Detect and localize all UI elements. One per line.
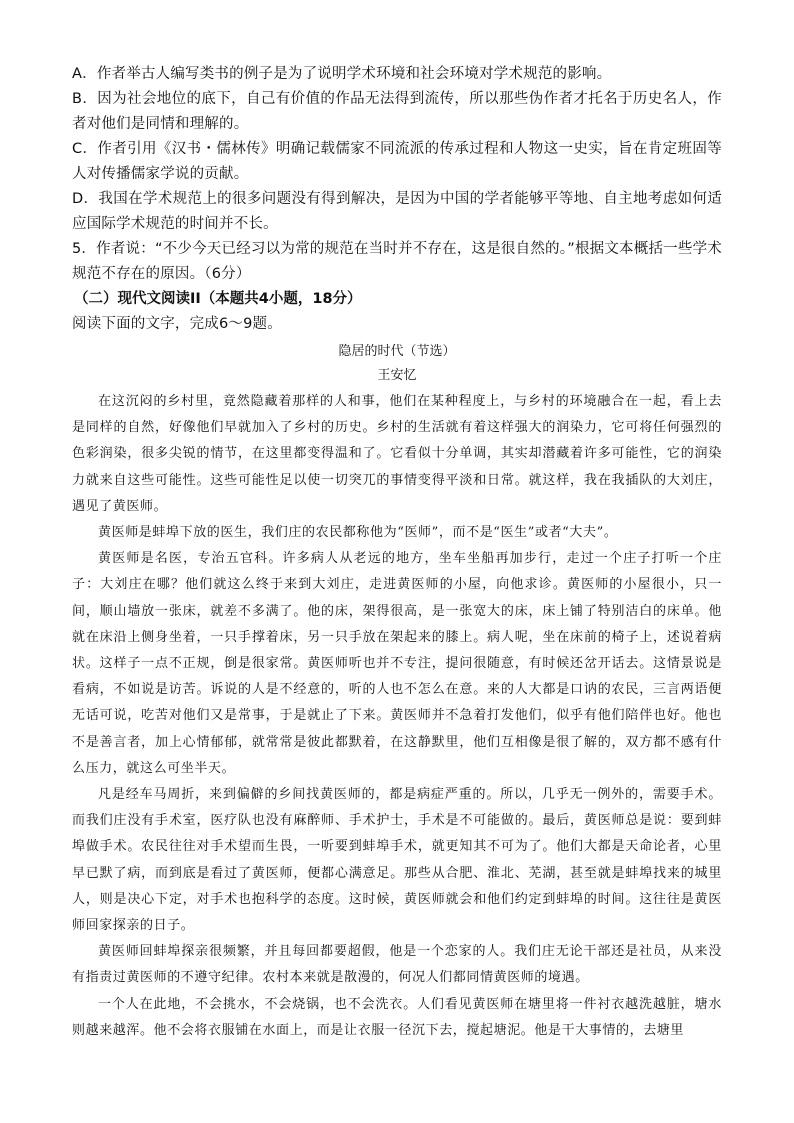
article-paragraph: 黄医师回蚌埠探亲很频繁，并且每回都要超假，他是一个恋家的人。我们庄无论干部还是社员，从来没有指责过黄医师的不遵守纪律。农村本来就是散漫的，何况人们都同情黄医师的境遇。 — [72, 944, 722, 986]
article-paragraph: 在这沉闷的乡村里，竟然隐藏着那样的人和事，他们在某种程度上，与乡村的环境融合在一起，看上去是同样的自然，好像他们早就加入了乡村的历史。乡村的生活就有着这样强大的润染力，它可将任何强烈的色彩润染，很多尖锐的情节，在这里都变得温和了。它看似十分单调，其实却潜藏着许多可能性，它的润染力就来自这些可能性。这些可能性足以使一切突兀的事情变得平淡和日常。就这样，我在我插队的大刘庄，遇见了黄医师。 — [72, 394, 722, 514]
article-author: 王安忆 — [377, 368, 417, 383]
option-a: A．作者举古人编写类书的例子是为了说明学术环境和社会环境对学术规范的影响。 — [72, 66, 612, 82]
option-d: D．我国在学术规范上的很多问题没有得到解决，是因为中国的学者能够平等地、自主地考虑如何适应国际学术规范的时间并不长。 — [72, 191, 722, 232]
article-paragraph: 凡是经车马周折，来到偏僻的乡间找黄医师的，都是病症严重的。所以，几乎无一例外的，需要手术。而我们庄没有手术室，医疗队也没有麻醉师、手术护士，手术是不可能做的。最后，黄医师总是说：要到蚌埠做手术。农民往往对手术望而生畏，一听要到蚌埠手术，就更知其不可为了。他们大都是天命论者，心里早已默了病，而到底是看过了黄医师，便都心满意足。那些从合肥、淮北、芜湖，甚至就是蚌埠找来的城里人，则是决心下定，对手术也抱科学的态度。这时候，黄医师就会和他们约定到蚌埠的时间。这往往是黄医师回家探亲的日子。 — [72, 787, 722, 934]
article-paragraph: 黄医师是蚌埠下放的医生，我们庄的农民都称他为“医师”，而不是“医生”或者“大夫”。 — [98, 525, 618, 541]
option-b: B．因为社会地位的底下，自己有价值的作品无法得到流传，所以那些伪作者才托名于历史名人，作者对他们是同情和理解的。 — [72, 91, 722, 132]
section-heading: （二）现代文阅读II（本题共4小题，18分） — [74, 291, 362, 307]
option-c: C．作者引用《汉书・儒林传》明确记载儒家不同流派的传承过程和人物这一史实，旨在肯定班固等人对传播儒家学说的贡献。 — [72, 141, 722, 182]
section-instruction: 阅读下面的文字，完成6～9题。 — [72, 316, 282, 332]
question-5: 5．作者说：“不少今天已经习以为常的规范在当时并不存在，这是很自然的。”根据文本概括一些学术规范不存在的原因。（6分） — [72, 241, 722, 282]
exam-page — [72, 62, 722, 1044]
article-paragraph: 一个人在此地，不会挑水，不会烧锅，也不会洗衣。人们看见黄医师在塘里将一件衬衣越洗越脏，塘水则越来越浑。他不会将衣服铺在水面上，而是让衣服一径沉下去，搅起塘泥。他是干大事情的，去塘里 — [72, 996, 722, 1038]
article-title: 隐居的时代（节选） — [338, 344, 456, 359]
article-paragraph: 黄医师是名医，专治五官科。许多病人从老远的地方，坐车坐船再加步行，走过一个庄子打听一个庄子：大刘庄在哪？他们就这么终于来到大刘庄，走进黄医师的小屋，向他求诊。黄医师的小屋很小，只一间，顺山墙放一张床，就差不多满了。他的床，架得很高，是一张宽大的床，床上铺了特别洁白的床单。他就在床沿上侧身坐着，一只手撑着床，另一只手放在架起来的膝上。病人呢，坐在床前的椅子上，述说着病状。这样子一点不正规，倒是很家常。黄医师听也并不专注，提问很随意，有时候还岔开话去。这情景说是看病，不如说是访苦。诉说的人是不经意的，听的人也不怎么在意。来的人大都是口讷的农民，三言两语便无话可说，吃苦对他们又是常事，于是就止了下来。黄医师并不急着打发他们，似乎有他们陪伴也好。他也不是善言者，加上心情郁郁，就常常是彼此都默着，在这静默里，他们互相像是很了解的，双方都不感有什么压力，就这么可坐半天。 — [72, 551, 722, 776]
